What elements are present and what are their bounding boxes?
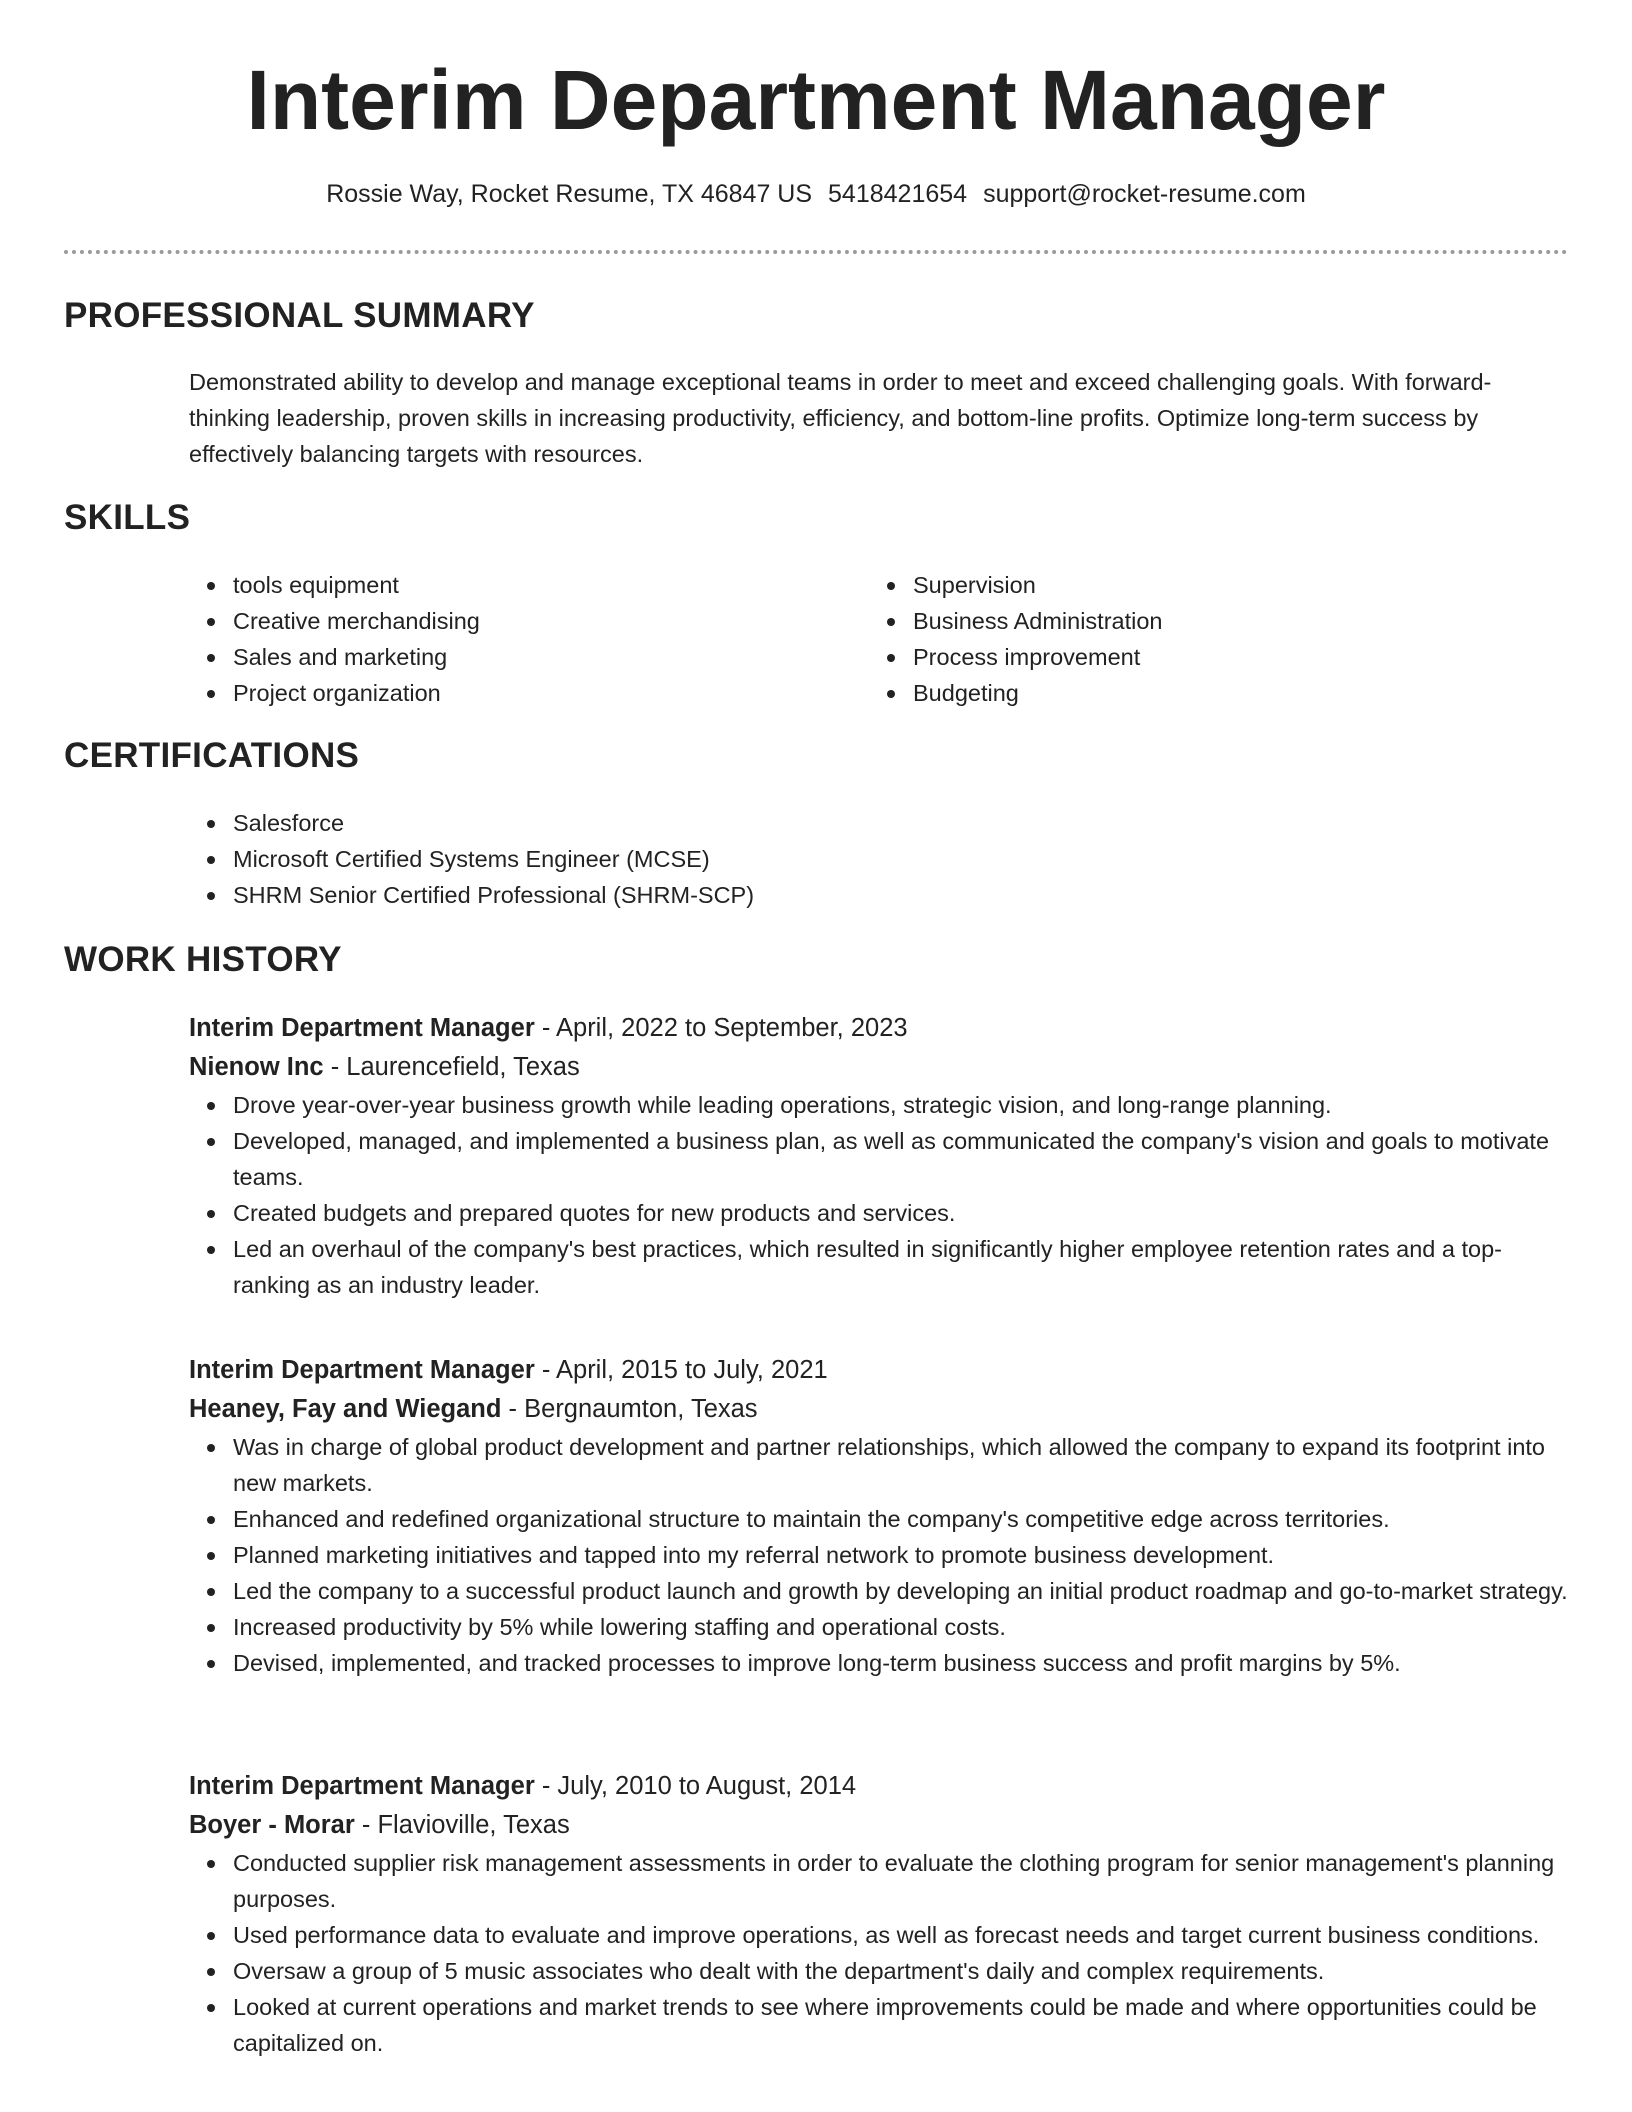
job-bullet: Planned marketing initiatives and tapped into my referral network to promote business development. — [189, 1537, 1569, 1573]
job-dates: - April, 2022 to September, 2023 — [534, 1014, 908, 1042]
job-company: Boyer - Morar — [189, 1811, 355, 1839]
skill-item: tools equipment — [189, 567, 809, 603]
job-location: - Laurencefield, Texas — [323, 1053, 580, 1081]
job-title: Interim Department Manager — [189, 1014, 535, 1042]
certifications-heading: CERTIFICATIONS — [64, 736, 360, 775]
job-bullet: Devised, implemented, and tracked processes to improve long-term business success and profit margins by 5%. — [189, 1645, 1569, 1681]
job-bullet: Increased productivity by 5% while lowering staffing and operational costs. — [189, 1609, 1569, 1645]
contact-email: support@rocket-resume.com — [983, 180, 1306, 208]
job-bullet: Oversaw a group of 5 music associates who dealt with the department's daily and complex requirements. — [189, 1953, 1569, 1989]
job-company-line — [189, 1389, 1569, 1429]
job-dates: - July, 2010 to August, 2014 — [534, 1772, 857, 1800]
job-bullets — [189, 1429, 1569, 1681]
contact-line — [0, 180, 1632, 209]
skills-column-left — [189, 567, 809, 711]
job-bullets — [189, 1087, 1569, 1303]
skill-item: Process improvement — [869, 639, 1489, 675]
skill-item: Budgeting — [869, 675, 1489, 711]
job-company: Heaney, Fay and Wiegand — [189, 1395, 502, 1423]
job-title-line — [189, 1009, 1569, 1047]
skill-item: Creative merchandising — [189, 603, 809, 639]
job-bullet: Used performance data to evaluate and improve operations, as well as forecast needs and target current business conditions. — [189, 1917, 1569, 1953]
certifications-list — [189, 805, 1569, 913]
skill-item: Project organization — [189, 675, 809, 711]
job-company-line — [189, 1805, 1569, 1845]
summary-heading: PROFESSIONAL SUMMARY — [64, 296, 535, 335]
job-bullet: Was in charge of global product development and partner relationships, which allowed the company to expand its footprint into new markets. — [189, 1429, 1569, 1501]
job-location: - Flavioville, Texas — [354, 1811, 570, 1839]
contact-phone: 5418421654 — [828, 180, 968, 208]
job-entry — [189, 1009, 1569, 1303]
certification-item: SHRM Senior Certified Professional (SHRM-SCP) — [189, 877, 1569, 913]
job-bullet: Created budgets and prepared quotes for new products and services. — [189, 1195, 1569, 1231]
job-bullet: Drove year-over-year business growth while leading operations, strategic vision, and long-range planning. — [189, 1087, 1569, 1123]
job-title-line — [189, 1351, 1569, 1389]
job-company: Nienow Inc — [189, 1053, 324, 1081]
job-bullet: Enhanced and redefined organizational structure to maintain the company's competitive edge across territories. — [189, 1501, 1569, 1537]
skill-item: Supervision — [869, 567, 1489, 603]
job-bullet: Led the company to a successful product launch and growth by developing an initial product roadmap and go-to-market strategy. — [189, 1573, 1569, 1609]
job-location: - Bergnaumton, Texas — [501, 1395, 758, 1423]
header-divider — [64, 250, 1568, 254]
job-dates: - April, 2015 to July, 2021 — [534, 1356, 828, 1384]
skill-item: Business Administration — [869, 603, 1489, 639]
contact-address: Rossie Way, Rocket Resume, TX 46847 US — [326, 180, 813, 208]
certification-item: Microsoft Certified Systems Engineer (MCSE) — [189, 841, 1569, 877]
skill-item: Sales and marketing — [189, 639, 809, 675]
work-history-heading: WORK HISTORY — [64, 940, 342, 979]
certification-item: Salesforce — [189, 805, 1569, 841]
job-bullet: Developed, managed, and implemented a business plan, as well as communicated the company's vision and goals to motivate teams. — [189, 1123, 1569, 1195]
job-bullet: Conducted supplier risk management assessments in order to evaluate the clothing program for senior management's planning purposes. — [189, 1845, 1569, 1917]
job-bullets — [189, 1845, 1569, 2061]
skills-column-right — [869, 567, 1489, 711]
job-entry — [189, 1767, 1569, 2061]
page-title: Interim Department Manager — [246, 53, 1386, 147]
job-entry — [189, 1351, 1569, 1681]
job-title: Interim Department Manager — [189, 1772, 535, 1800]
job-bullet: Looked at current operations and market trends to see where improvements could be made and where opportunities could be capitalized on. — [189, 1989, 1569, 2061]
job-bullet: Led an overhaul of the company's best practices, which resulted in significantly higher employee retention rates and a top-ranking as an industry leader. — [189, 1231, 1569, 1303]
job-company-line — [189, 1047, 1569, 1087]
job-title-line — [189, 1767, 1569, 1805]
job-title: Interim Department Manager — [189, 1356, 535, 1384]
skills-heading: SKILLS — [64, 498, 191, 537]
summary-text: Demonstrated ability to develop and manage exceptional teams in order to meet and exceed challenging goals. With forward-thinking leadership, proven skills in increasing productivity, efficiency, and bottom-line profits. Optimize long-term success by effectively balancing targets with resources. — [189, 369, 1492, 467]
